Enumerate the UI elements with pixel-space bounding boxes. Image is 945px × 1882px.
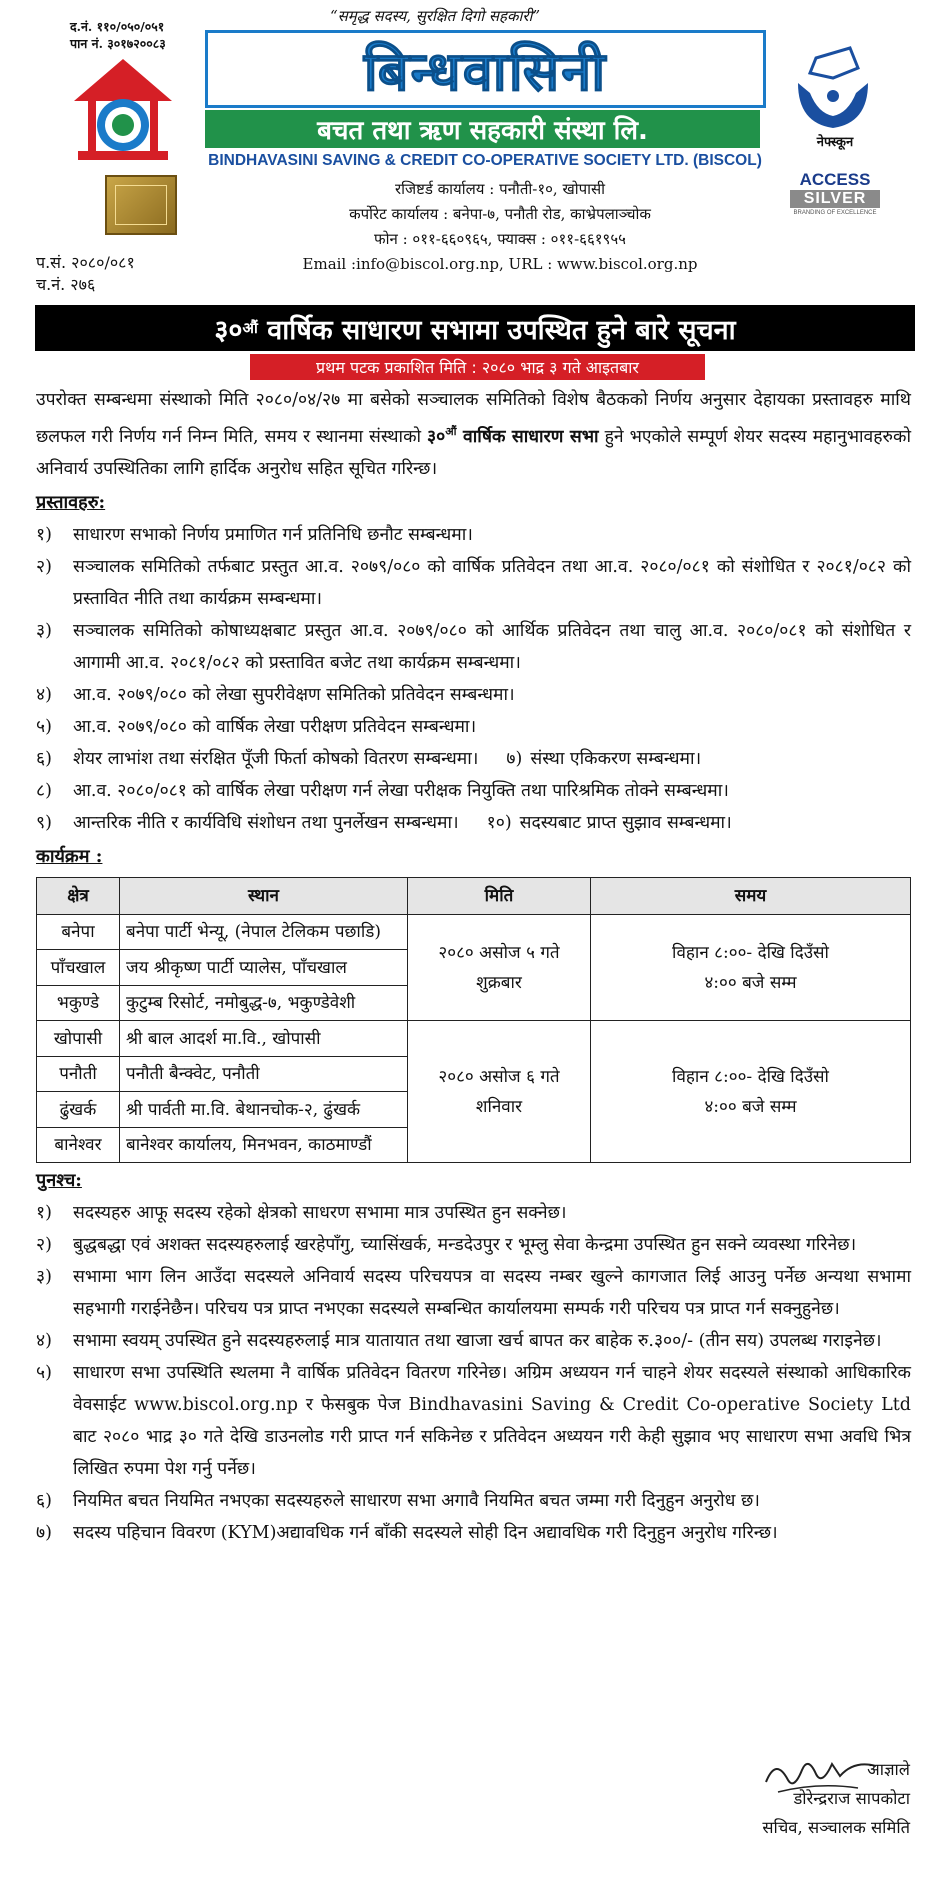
registered-office: रजिष्टर्ड कार्यालय : पनौती-१०, खोपासी <box>394 180 606 198</box>
ps-heading: पुनश्च: <box>36 1170 82 1192</box>
area-cell: पनौती <box>37 1056 120 1092</box>
ps-number: ७) <box>36 1523 52 1544</box>
col-time: समय <box>591 877 911 914</box>
proposal-number: ६) <box>36 748 52 769</box>
date-text: २०८० असोज ६ गते <box>438 1066 560 1087</box>
date-cell <box>408 1021 591 1163</box>
ps-number: ३) <box>36 1267 52 1288</box>
signatory-name: डोरेन्द्रराज सापकोटा <box>793 1789 910 1808</box>
notice-title-text: वार्षिक साधारण सभामा उपस्थित हुने बारे सूचना <box>257 314 736 346</box>
ps-text: नियमित बचत नियमित नभएका सदस्यहरुले साधारण सभा अगावै नियमित बचत जम्मा गरी दिनुहुन अनुरोध छ। <box>73 1491 760 1512</box>
area-cell: खोपासी <box>37 1021 120 1057</box>
ps-item <box>36 1229 911 1261</box>
area-cell: बनेपा <box>37 914 120 950</box>
access-silver-badge <box>790 170 880 216</box>
proposals-heading: प्रस्तावहरु: <box>36 491 106 513</box>
proposal-item <box>36 519 911 551</box>
proposals-list <box>36 519 911 839</box>
nefscun-label: नेफ्स्कून <box>816 135 854 150</box>
org-subtitle-ne: बचत तथा ऋण सहकारी संस्था लि. <box>205 110 760 148</box>
ps-number: ६) <box>36 1491 52 1512</box>
col-area: क्षेत्र <box>37 877 120 914</box>
col-venue: स्थान <box>120 877 408 914</box>
ps-item <box>36 1357 911 1485</box>
proposal-text: शेयर लाभांश तथा संरक्षित पूँजी फिर्ता कोषको वितरण सम्बन्धमा। <box>73 748 479 769</box>
address-block <box>250 177 750 277</box>
proposal-number: ९) <box>36 812 52 833</box>
ps-item <box>36 1325 911 1357</box>
signatory-title: सचिव, सञ्चालक समिति <box>762 1818 910 1837</box>
proposal-number: ५) <box>36 716 52 737</box>
proposal-text: संस्था एकिकरण सम्बन्धमा। <box>530 748 702 769</box>
time-end: ४:०० बजे सम्म <box>704 972 797 993</box>
proposal-text: आन्तरिक नीति र कार्यविधि संशोधन तथा पुनर्लेखन सम्बन्धमा। <box>73 812 459 833</box>
date-text: २०८० असोज ५ गते <box>438 942 560 963</box>
area-cell: पाँचखाल <box>37 950 120 986</box>
venue-cell: श्री पार्वती मा.वि. बेथानचोक-२, ढुंखर्क <box>120 1092 408 1128</box>
program-table-body <box>37 914 911 1163</box>
table-row <box>37 1021 911 1057</box>
letter-numbers <box>36 252 135 296</box>
ps-number: २) <box>36 1235 52 1256</box>
notice-title-suffix: औं <box>242 319 258 337</box>
proposal-number: ८) <box>36 780 52 801</box>
venue-cell: जय श्रीकृष्ण पार्टी प्यालेस, पाँचखाल <box>120 950 408 986</box>
area-cell: ढुंखर्क <box>37 1092 120 1128</box>
proposal-text: आ.व. २०७९/०८० को लेखा सुपरीवेक्षण समितिको प्रतिवेदन सम्बन्धमा। <box>73 684 515 705</box>
day-text: शनिवार <box>475 1096 523 1117</box>
day-text: शुक्रबार <box>476 972 522 993</box>
proposal-text: आ.व. २०७९/०८० को वार्षिक लेखा परीक्षण प्रतिवेदन सम्बन्धमा। <box>73 716 477 737</box>
proposal-text: साधारण सभाको निर्णय प्रमाणित गर्न प्रतिनिधि छनौट सम्बन्धमा। <box>73 524 473 545</box>
program-table-header <box>37 877 911 914</box>
proposal-number: ४) <box>36 684 52 705</box>
letterhead <box>0 0 945 294</box>
access-label: ACCESS <box>799 170 871 189</box>
proposal-item <box>36 743 911 775</box>
ps-text: सभामा स्वयम् उपस्थित हुने सदस्यहरुलाई मात्र यातायात तथा खाजा खर्च बापत कर बाहेक रु.३००/- (तीन सय) उपलब्ध गराइनेछ। <box>73 1331 882 1352</box>
proposal-number: २) <box>36 556 52 577</box>
ps-item <box>36 1485 911 1517</box>
biscol-logo <box>68 55 178 165</box>
proposal-item <box>36 807 911 839</box>
ps-item <box>36 1517 911 1549</box>
program-table <box>36 877 911 1164</box>
reg-no: द.नं. ११०/०५०/०५१ <box>70 19 165 34</box>
email-url: Email :info@biscol.org.np, URL : www.biscol.org.np <box>302 255 698 273</box>
proposal-text: सञ्चालक समितिको तर्फबाट प्रस्तुत आ.व. २०७९/०८० को वार्षिक प्रतिवेदन तथा आ.व. २०८०/०८१ को संशोधित र २०८१/०८२ को प्रस्तावित नीति तथा कार्यक्रम सम्बन्धमा। <box>73 556 911 609</box>
ps-text: साधारण सभा उपस्थिति स्थलमा नै वार्षिक प्रतिवेदन वितरण गरिनेछ। अग्रिम अध्ययन गर्न चाहने शेयर सदस्यले संस्थाको आधिकारिक वेवसाईट www.biscol.org.np र फेसबुक पेज Bindhavasini Saving & Credit Co-operative Society Ltd बाट २०८० भाद्र ३० गते देखि डाउनलोड गरी प्राप्त गर्न सकिनेछ र प्रतिवेदन अध्ययन गरी केही सुझाव भए साधारण सभा अवधि भित्र लिखित रुपमा पेश गर्नु पर्नेछ। <box>73 1363 911 1480</box>
corporate-office: कर्पोरेट कार्यालय : बनेपा-७, पनौती रोड, काभ्रेपलाञ्चोक <box>349 205 651 223</box>
motto: “समृद्ध सदस्य, सुरक्षित दिगो सहकारी” <box>330 7 541 25</box>
time-start: विहान ८:००- देखि दिउँसो <box>672 942 829 963</box>
venue-cell: श्री बाल आदर्श मा.वि., खोपासी <box>120 1021 408 1057</box>
ps-text: सदस्यहरु आफू सदस्य रहेको क्षेत्रको साधरण सभामा मात्र उपस्थित हुन सक्नेछ। <box>73 1203 567 1224</box>
ps-number: १) <box>36 1203 52 1224</box>
venue-cell: बनेपा पार्टी भेन्यू, (नेपाल टेलिकम पछाडि) <box>120 914 408 950</box>
publication-date: प्रथम पटक प्रकाशित मिति : २०८० भाद्र ३ गते आइतबार <box>250 354 705 380</box>
silver-label: SILVER <box>790 190 880 208</box>
ps-text: बुद्धबद्धा एवं अशक्त सदस्यहरुलाई खरहेपाँगु, च्यासिंखर्क, मन्डदेउपुर र भूम्लु सेवा केन्द्रमा उपस्थित हुन सक्ने व्यवस्था गरिनेछ। <box>73 1235 857 1256</box>
pan-no: पान नं. ३०१७२००८३ <box>70 36 166 51</box>
ps-number: ५) <box>36 1363 52 1384</box>
signature-block <box>700 1755 910 1842</box>
notice-title <box>35 305 915 351</box>
proposal-item <box>36 775 911 807</box>
ps-item <box>36 1261 911 1325</box>
title-box <box>205 30 766 108</box>
notice-title-ordinal: ३० <box>214 314 243 346</box>
venue-cell: बानेश्वर कार्यालय, मिनभवन, काठमाण्डौं <box>120 1127 408 1163</box>
time-start: विहान ८:००- देखि दिउँसो <box>672 1066 829 1087</box>
org-title-en: BINDHAVASINI SAVING & CREDIT CO-OPERATIVE SOCIETY LTD. (BISCOL) <box>208 152 762 169</box>
nefscun-logo <box>788 38 878 133</box>
proposal-item <box>36 679 911 711</box>
area-cell: भकुण्डे <box>37 985 120 1021</box>
program-heading: कार्यक्रम : <box>36 845 103 867</box>
proposal-text: आ.व. २०८०/०८१ को वार्षिक लेखा परीक्षण गर्न लेखा परीक्षक नियुक्ति तथा पारिश्रमिक तोक्ने सम्बन्धमा। <box>73 780 729 801</box>
phone-fax: फोन : ०११-६६०९६५, फ्याक्स : ०११-६६१९५५ <box>374 230 626 248</box>
ps-text: सदस्य पहिचान विवरण (KYM)अद्यावधिक गर्न बाँकी सदस्यले सोही दिन अद्यावधिक गरी दिनुहुन अनुरोध गरिन्छ। <box>73 1523 778 1544</box>
proposal-number: १०) <box>486 812 512 833</box>
ps-text: सभामा भाग लिन आउँदा सदस्यले अनिवार्य सदस्य परिचयपत्र वा सदस्य नम्बर खुल्ने कागजात लिई आउनु पर्नेछ अन्यथा सभामा सहभागी गराईनेछैन। परिचय पत्र प्राप्त नभएका सदस्यले सम्बन्धित कार्यालयमा सम्पर्क गरी परिचय पत्र प्राप्त गर्न सक्नुहुनेछ। <box>73 1267 911 1320</box>
registration-numbers <box>70 18 166 52</box>
proposal-item <box>36 615 911 679</box>
certificate-plaque <box>105 175 177 235</box>
proposal-text: सञ्चालक समितिको कोषाध्यक्षबाट प्रस्तुत आ.व. २०७९/०८० को आर्थिक प्रतिवेदन तथा चालु आ.व. २०८०/०८१ को संशोधित र आगामी आ.व. २०८१/०८२ को प्रस्तावित बजेट तथा कार्यक्रम सम्बन्धमा। <box>73 620 911 673</box>
table-row <box>37 914 911 950</box>
proposal-number: १) <box>36 524 52 545</box>
ps-list <box>36 1197 911 1549</box>
notice-body <box>36 384 911 1549</box>
proposal-number: ३) <box>36 620 52 641</box>
ps-no: प.सं. २०८०/०८१ <box>36 253 135 272</box>
ps-item <box>36 1197 911 1229</box>
date-cell <box>408 914 591 1021</box>
intro-paragraph: उपरोक्त सम्बन्धमा संस्थाको मिति २०८०/०४/२७ मा बसेको सञ्चालक समितिको विशेष बैठकको निर्णय अनुसार देहायका प्रस्तावहरु माथि छलफल गरी निर्णय गर्न निम्न मिति, समय र स्थानमा संस्थाको $३०^{औं}$ वार्षिक साधारण सभा हुने भएकोले सम्पूर्ण शेयर सदस्य महानुभावहरुको अनिवार्य उपस्थितिका लागि हार्दिक अनुरोध सहित सूचित गरिन्छ। <box>36 390 911 479</box>
access-tagline: BRANDING OF EXCELLENCE <box>793 210 877 216</box>
venue-cell: पनौती बैन्क्वेट, पनौती <box>120 1056 408 1092</box>
ps-number: ४) <box>36 1331 52 1352</box>
time-cell <box>591 1021 911 1163</box>
proposal-item <box>36 711 911 743</box>
time-cell <box>591 914 911 1021</box>
col-date: मिति <box>408 877 591 914</box>
ch-no: च.नं. २७६ <box>36 275 96 294</box>
proposal-item <box>36 551 911 615</box>
signature-order: आज्ञाले <box>867 1760 910 1779</box>
org-title-ne: बिन्धवासिनी <box>363 40 608 103</box>
time-end: ४:०० बजे सम्म <box>704 1096 797 1117</box>
venue-cell: कुटुम्ब रिसोर्ट, नमोबुद्ध-७, भकुण्डेवेशी <box>120 985 408 1021</box>
proposal-number: ७) <box>506 748 523 769</box>
area-cell: बानेश्वर <box>37 1127 120 1163</box>
proposal-text: सदस्यबाट प्राप्त सुझाव सम्बन्धमा। <box>519 812 732 833</box>
